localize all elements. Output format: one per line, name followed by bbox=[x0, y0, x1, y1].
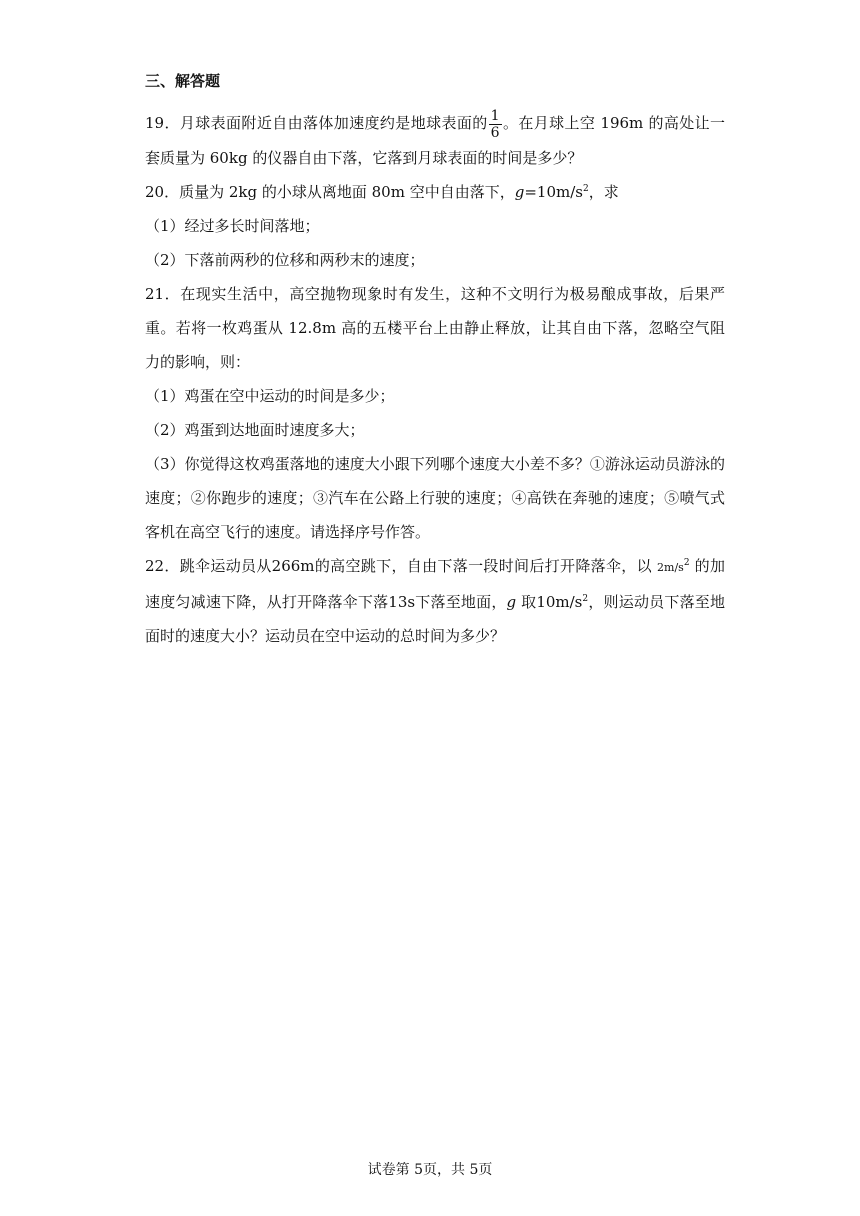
question-text: =10m/s bbox=[524, 182, 583, 201]
question-19 bbox=[145, 106, 725, 175]
question-text: ，求 bbox=[588, 182, 619, 201]
sub-question: （1）鸡蛋在空中运动的时间是多少； bbox=[145, 386, 395, 405]
acceleration-value: 2m/s bbox=[657, 560, 684, 574]
question-number: 22． bbox=[145, 556, 180, 575]
question-number: 19． bbox=[145, 114, 180, 132]
question-20 bbox=[145, 175, 725, 209]
exponent: 2 bbox=[683, 557, 690, 568]
exponent: 2 bbox=[582, 593, 589, 604]
question-22 bbox=[145, 549, 725, 653]
question-text: 质量为 2kg 的小球从离地面 80m 空中自由落下， bbox=[179, 182, 515, 201]
section-title: 三、解答题 bbox=[145, 72, 221, 90]
gravity-symbol: g bbox=[506, 592, 517, 611]
fraction-numerator: 1 bbox=[490, 107, 500, 124]
fraction-denominator: 6 bbox=[490, 124, 500, 141]
page-footer: 试卷第 5页，共 5页 bbox=[367, 1162, 493, 1178]
question-text: 。在月球上空 196m 的高处让一套质量为 60kg 的仪器自由下落，它落到月球表面的时间是多少？ bbox=[145, 114, 725, 167]
question-number: 21． bbox=[145, 284, 181, 303]
question-text: 跳伞运动员从266m的高空跳下，自由下落一段时间后打开降落伞，以 bbox=[179, 556, 658, 575]
question-text: 月球表面附近自由落体加速度约是地球表面的 bbox=[179, 114, 488, 132]
question-text: 取10m/s bbox=[516, 592, 583, 611]
page-content bbox=[145, 70, 725, 653]
question-text: ，则运动员下落至地面时的速度大小？运动员在空中运动的总时间为多少？ bbox=[145, 592, 725, 645]
sub-question: （2）鸡蛋到达地面时速度多大； bbox=[145, 420, 365, 439]
sub-question: （1）经过多长时间落地； bbox=[145, 216, 320, 235]
question-21 bbox=[145, 277, 725, 379]
sub-question: （2）下落前两秒的位移和两秒末的速度； bbox=[145, 250, 425, 269]
question-number: 20． bbox=[145, 182, 180, 201]
fraction bbox=[489, 108, 502, 141]
gravity-symbol: g bbox=[514, 182, 525, 201]
question-text: 在现实生活中，高空抛物现象时有发生，这种不文明行为极易酿成事故，后果严重。若将一枚鸡蛋从 12.8m 高的五楼平台上由静止释放，让其自由下落，忽略空气阻力的影响，则： bbox=[145, 284, 725, 371]
sub-question: （3）你觉得这枚鸡蛋落地的速度大小跟下列哪个速度大小差不多？①游泳运动员游泳的速度；②你跑步的速度；③汽车在公路上行驶的速度；④高铁在奔驰的速度；⑤喷气式客机在高空飞行的速度。请选择序号作答。 bbox=[145, 454, 725, 541]
exponent: 2 bbox=[582, 183, 589, 194]
question-text: 的加速度匀减速下降，从打开降落伞下落13s下落至地面， bbox=[145, 556, 725, 611]
